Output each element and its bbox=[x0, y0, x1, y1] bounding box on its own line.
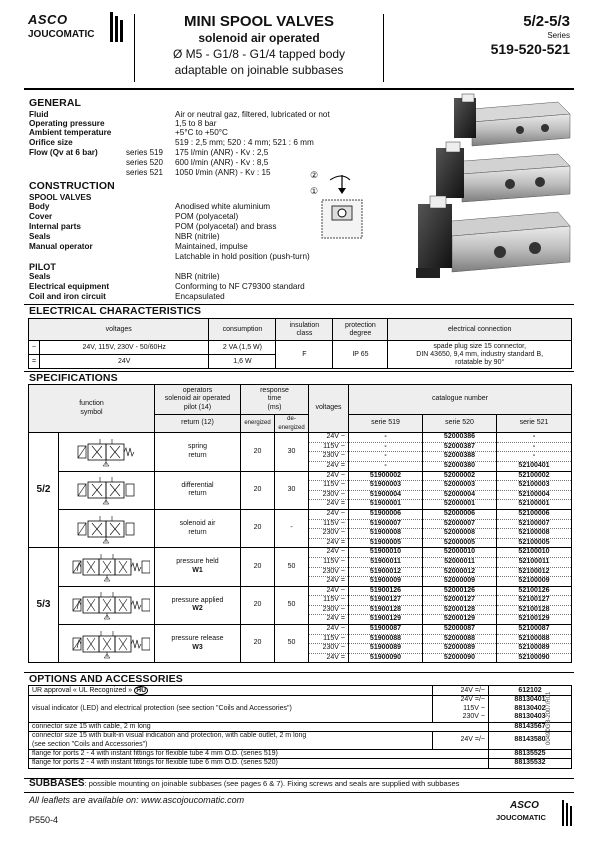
spec-catalogue-code: 52000127 bbox=[423, 596, 497, 606]
spec-catalogue-code: 52100005 bbox=[497, 538, 572, 548]
flow-label: Flow (Qv at 6 bar) bbox=[29, 148, 98, 157]
elec-col-voltages: voltages bbox=[29, 319, 209, 341]
spec-catalogue-code: 52000129 bbox=[423, 615, 497, 625]
specifications-heading: SPECIFICATIONS bbox=[29, 372, 118, 384]
spec-row bbox=[29, 586, 572, 596]
spec-catalogue-code: 51900129 bbox=[349, 615, 423, 625]
spec-row bbox=[29, 471, 572, 481]
product-photo bbox=[380, 92, 575, 302]
spec-catalogue-code: 52100127 bbox=[497, 596, 572, 606]
spec-catalogue-code: 52100006 bbox=[497, 509, 572, 519]
spec-operator: pressure applied W2 bbox=[155, 586, 241, 624]
option-visual-volts: 24V =/~ 115V ~ 230V ~ bbox=[433, 696, 489, 722]
spec-catalogue-code: 52000003 bbox=[423, 481, 497, 491]
construction-label-2: Internal parts bbox=[29, 222, 81, 231]
spec-catalogue-code: 52000009 bbox=[423, 577, 497, 587]
construction-value-4: Maintained, impulse bbox=[175, 242, 248, 251]
spec-catalogue-code: 52000388 bbox=[423, 452, 497, 462]
spec-voltage: 115V ~ bbox=[309, 442, 349, 452]
spec-catalogue-code: 52100128 bbox=[497, 605, 572, 615]
spec-col-energized: energized bbox=[241, 415, 275, 433]
spec-voltage: 230V ~ bbox=[309, 605, 349, 615]
footer-brand-logo bbox=[496, 800, 576, 830]
elec-dc-symbol: = bbox=[29, 355, 40, 369]
pilot-label-2: Coil and iron circuit bbox=[29, 292, 106, 301]
spec-catalogue-code: 51900088 bbox=[349, 634, 423, 644]
options-table bbox=[28, 685, 572, 769]
spec-voltage: 24V ~ bbox=[309, 548, 349, 558]
footer-brand-asco: ASCO bbox=[510, 800, 539, 811]
spec-symbol-icon bbox=[59, 548, 155, 586]
general-value-2: +5°C to +50°C bbox=[175, 128, 228, 137]
brand-joucomatic: JOUCOMATIC bbox=[28, 29, 95, 40]
option-ul-volt: 24V =/~ bbox=[433, 686, 489, 696]
page-subtitle: solenoid air operated bbox=[198, 31, 320, 45]
spec-catalogue-code: 51900128 bbox=[349, 605, 423, 615]
spec-catalogue-code: 52000012 bbox=[423, 567, 497, 577]
flow-series-0: series 519 bbox=[126, 148, 163, 157]
general-label-0: Fluid bbox=[29, 110, 49, 119]
spec-catalogue-code: 52100001 bbox=[497, 500, 572, 510]
general-value-0: Air or neutral gaz, filtered, lubricated or not bbox=[175, 110, 330, 119]
flow-series-1: series 520 bbox=[126, 158, 163, 167]
elec-col-insulation: insulation class bbox=[276, 319, 333, 341]
spec-catalogue-code: 51900126 bbox=[349, 586, 423, 596]
spec-deenergized: 30 bbox=[275, 471, 309, 509]
elec-dc-consumption: 1,6 W bbox=[209, 355, 276, 369]
spec-catalogue-code: 52000004 bbox=[423, 490, 497, 500]
spec-col-response: response time (ms) bbox=[241, 385, 309, 415]
spec-catalogue-code: - bbox=[349, 461, 423, 471]
spec-row bbox=[29, 548, 572, 558]
spec-energized: 20 bbox=[241, 548, 275, 586]
spec-catalogue-code: 52000126 bbox=[423, 586, 497, 596]
construction-heading: CONSTRUCTION bbox=[29, 180, 115, 192]
spec-catalogue-code: 51900009 bbox=[349, 577, 423, 587]
spec-voltage: 230V ~ bbox=[309, 490, 349, 500]
elec-col-consumption: consumption bbox=[209, 319, 276, 341]
general-value-3: 519 : 2,5 mm; 520 : 4 mm; 521 : 6 mm bbox=[175, 138, 314, 147]
spec-catalogue-code: 52100004 bbox=[497, 490, 572, 500]
spec-operator: pressure release W3 bbox=[155, 625, 241, 663]
spec-deenergized: 50 bbox=[275, 548, 309, 586]
option-ul-code: 612102 bbox=[489, 686, 572, 696]
spec-voltage: 230V ~ bbox=[309, 644, 349, 654]
spec-catalogue-code: 52000011 bbox=[423, 557, 497, 567]
spec-voltage: 24V ~ bbox=[309, 586, 349, 596]
elec-protection: IP 65 bbox=[333, 341, 388, 369]
spec-catalogue-code: - bbox=[349, 433, 423, 443]
spec-energized: 20 bbox=[241, 586, 275, 624]
spec-catalogue-code: - bbox=[349, 442, 423, 452]
spec-catalogue-code: 51900012 bbox=[349, 567, 423, 577]
construction-value-3: NBR (nitrile) bbox=[175, 232, 220, 241]
spec-voltage: 24V = bbox=[309, 653, 349, 663]
spec-voltage: 24V = bbox=[309, 577, 349, 587]
leaflets-note: All leaflets are available on: www.ascojoucomatic.com bbox=[29, 795, 245, 805]
spec-symbol-icon bbox=[59, 625, 155, 663]
spec-catalogue-code: 51900087 bbox=[349, 625, 423, 635]
series-label: Series bbox=[547, 31, 570, 40]
construction-value-0: Anodised white aluminium bbox=[175, 202, 271, 211]
option-flange-519-code: 88135525 bbox=[489, 750, 572, 759]
spec-catalogue-code: 52000006 bbox=[423, 509, 497, 519]
option-connector-code: 88143567 bbox=[489, 722, 572, 731]
spec-catalogue-code: 52000387 bbox=[423, 442, 497, 452]
pilot-value-0: NBR (nitrile) bbox=[175, 272, 220, 281]
spec-deenergized: - bbox=[275, 509, 309, 547]
spec-symbol-icon bbox=[59, 471, 155, 509]
spec-operator: spring return bbox=[155, 433, 241, 471]
manual-operator-diagram bbox=[300, 170, 380, 250]
flow-value-2: 1050 l/min (ANR) - Kv : 15 bbox=[175, 168, 271, 177]
option-connector2-code: 88143580 bbox=[489, 732, 572, 750]
spec-voltage: 230V ~ bbox=[309, 452, 349, 462]
spec-voltage: 115V ~ bbox=[309, 557, 349, 567]
spec-row bbox=[29, 509, 572, 519]
page-title: MINI SPOOL VALVES bbox=[183, 13, 335, 30]
flow-value-0: 175 l/min (ANR) - Kv : 2,5 bbox=[175, 148, 269, 157]
step-2-label: ② bbox=[310, 170, 319, 180]
elec-insulation: F bbox=[276, 341, 333, 369]
spec-catalogue-code: 51900003 bbox=[349, 481, 423, 491]
options-heading: OPTIONS AND ACCESSORIES bbox=[29, 673, 183, 685]
brand-asco: ASCO bbox=[28, 12, 68, 27]
footer-brand-joucomatic: JOUCOMATIC bbox=[496, 813, 546, 822]
spec-catalogue-code: 51900005 bbox=[349, 538, 423, 548]
option-visual: visual indicator (LED) and electrical protection (see section "Coils and Accessories") bbox=[29, 696, 433, 722]
subbases-note bbox=[29, 778, 459, 790]
electrical-table bbox=[28, 318, 572, 369]
header-line3: Ø M5 - G1/8 - G1/4 tapped body bbox=[172, 47, 346, 61]
spec-catalogue-code: 51900011 bbox=[349, 557, 423, 567]
spec-catalogue-code: 52000007 bbox=[423, 519, 497, 529]
spec-voltage: 24V ~ bbox=[309, 509, 349, 519]
spec-catalogue-code: 52000380 bbox=[423, 461, 497, 471]
pilot-label-1: Electrical equipment bbox=[29, 282, 110, 291]
spec-catalogue-code: 51900010 bbox=[349, 548, 423, 558]
spec-col-catalogue: catalogue number bbox=[349, 385, 572, 415]
spec-col-return: return (12) bbox=[155, 415, 241, 433]
flow-series-2: series 521 bbox=[126, 168, 163, 177]
spec-catalogue-code: 52000005 bbox=[423, 538, 497, 548]
subbases-label: SUBBASES bbox=[29, 778, 85, 789]
spec-catalogue-code: 52000089 bbox=[423, 644, 497, 654]
spec-energized: 20 bbox=[241, 509, 275, 547]
pilot-label-0: Seals bbox=[29, 272, 51, 281]
elec-ac-consumption: 2 VA (1,5 W) bbox=[209, 341, 276, 355]
spec-catalogue-code: - bbox=[497, 433, 572, 443]
spec-catalogue-code: 51900004 bbox=[349, 490, 423, 500]
spec-col-521: serie 521 bbox=[497, 415, 572, 433]
spec-catalogue-code: 52000386 bbox=[423, 433, 497, 443]
spec-col-520: serie 520 bbox=[423, 415, 497, 433]
spec-catalogue-code: 52100011 bbox=[497, 557, 572, 567]
spec-energized: 20 bbox=[241, 471, 275, 509]
subbases-text: : possible mounting on joinable subbases (see pages 6 & 7). Fixing screws and seals are supplied with subbases bbox=[84, 779, 460, 788]
construction-value-2: POM (polyacetal) and brass bbox=[175, 222, 277, 231]
valve-ways: 5/2-5/3 bbox=[523, 13, 570, 30]
construction-label-4: Manual operator bbox=[29, 242, 93, 251]
spec-voltage: 230V ~ bbox=[309, 567, 349, 577]
spec-catalogue-code: 52000088 bbox=[423, 634, 497, 644]
option-flange-520-code: 88135532 bbox=[489, 759, 572, 768]
spec-col-519: serie 519 bbox=[349, 415, 423, 433]
spec-voltage: 24V ~ bbox=[309, 625, 349, 635]
construction-label-3: Seals bbox=[29, 232, 51, 241]
footer-bars-icon bbox=[562, 800, 574, 831]
spec-catalogue-code: 51900007 bbox=[349, 519, 423, 529]
manual-line2: Latchable in hold position (push-turn) bbox=[175, 252, 310, 261]
brand-bars-icon bbox=[110, 12, 124, 42]
spec-col-operators: operators solenoid air operated pilot (14) bbox=[155, 385, 241, 415]
spool-valves-heading: SPOOL VALVES bbox=[29, 193, 92, 202]
option-visual-codes: 88130401 88130402 88130403 bbox=[489, 696, 572, 722]
spec-catalogue-code: 51900002 bbox=[349, 471, 423, 481]
elec-col-protection: protection degree bbox=[333, 319, 388, 341]
general-label-2: Ambient temperature bbox=[29, 128, 112, 137]
option-connector: connector size 15 with cable, 2 m long bbox=[29, 722, 489, 731]
spec-deenergized: 50 bbox=[275, 625, 309, 663]
pilot-heading: PILOT bbox=[29, 262, 56, 272]
pilot-value-2: Encapsulated bbox=[175, 292, 225, 301]
spec-deenergized: 50 bbox=[275, 586, 309, 624]
spec-catalogue-code: 52100002 bbox=[497, 471, 572, 481]
spec-function-5-3: 5/3 bbox=[29, 548, 59, 663]
spec-catalogue-code: 52100090 bbox=[497, 653, 572, 663]
step-1-label: ① bbox=[310, 186, 319, 196]
ul-logo-icon: ЯU bbox=[136, 687, 147, 694]
spec-catalogue-code: 52100012 bbox=[497, 567, 572, 577]
spec-deenergized: 30 bbox=[275, 433, 309, 471]
spec-catalogue-code: - bbox=[497, 442, 572, 452]
spec-catalogue-code: 51900006 bbox=[349, 509, 423, 519]
elec-ac-symbol: ~ bbox=[29, 341, 40, 355]
elec-col-connection: electrical connection bbox=[388, 319, 572, 341]
construction-label-0: Body bbox=[29, 202, 50, 211]
spec-voltage: 24V ~ bbox=[309, 433, 349, 443]
page-number: P550-4 bbox=[29, 815, 59, 825]
spec-catalogue-code: 52100126 bbox=[497, 586, 572, 596]
general-label-3: Orifice size bbox=[29, 138, 73, 147]
spec-catalogue-code: 51900001 bbox=[349, 500, 423, 510]
side-document-code: 00490GB-2007/R01 bbox=[546, 691, 552, 745]
spec-catalogue-code: 52100089 bbox=[497, 644, 572, 654]
spec-operator: solenoid air return bbox=[155, 509, 241, 547]
construction-value-1: POM (polyacetal) bbox=[175, 212, 239, 221]
spec-voltage: 230V ~ bbox=[309, 529, 349, 539]
brand-logo bbox=[24, 10, 132, 50]
spec-function-5-2: 5/2 bbox=[29, 433, 59, 548]
spec-energized: 20 bbox=[241, 625, 275, 663]
spec-catalogue-code: 52000002 bbox=[423, 471, 497, 481]
elec-ac-voltages: 24V, 115V, 230V - 50/60Hz bbox=[40, 341, 209, 355]
spec-table-end bbox=[29, 663, 572, 664]
spec-catalogue-code: 52100129 bbox=[497, 615, 572, 625]
spec-row bbox=[29, 625, 572, 635]
spec-voltage: 115V ~ bbox=[309, 519, 349, 529]
spec-catalogue-code: - bbox=[497, 452, 572, 462]
spec-voltage: 24V = bbox=[309, 461, 349, 471]
spec-symbol-icon bbox=[59, 433, 155, 471]
header-line4: adaptable on joinable subbases bbox=[174, 63, 344, 77]
spec-voltage: 115V ~ bbox=[309, 634, 349, 644]
spec-catalogue-code: 52000010 bbox=[423, 548, 497, 558]
elec-connection: spade plug size 15 connector, DIN 43650, 9,4 mm, industry standard B, rotatable by 90° bbox=[388, 341, 572, 369]
spec-voltage: 24V ~ bbox=[309, 471, 349, 481]
spec-catalogue-code: 52000008 bbox=[423, 529, 497, 539]
spec-catalogue-code: 52000090 bbox=[423, 653, 497, 663]
spec-catalogue-code: 52100010 bbox=[497, 548, 572, 558]
spec-catalogue-code: 52100088 bbox=[497, 634, 572, 644]
spec-operator: pressure held W1 bbox=[155, 548, 241, 586]
spec-col-deenergized: de-energized bbox=[275, 415, 309, 433]
spec-voltage: 115V ~ bbox=[309, 596, 349, 606]
option-ul: UR approval « UL Recognized » ЯU bbox=[29, 686, 433, 696]
elec-dc-voltages: 24V bbox=[40, 355, 209, 369]
spec-catalogue-code: 52100003 bbox=[497, 481, 572, 491]
general-label-1: Operating pressure bbox=[29, 119, 105, 128]
option-flange-519: flange for ports 2 - 4 with instant fittings for flexible tube 4 mm O.D. (series 519) bbox=[29, 750, 489, 759]
specifications-table bbox=[28, 384, 572, 663]
spec-catalogue-code: 51900090 bbox=[349, 653, 423, 663]
spec-catalogue-code: 51900127 bbox=[349, 596, 423, 606]
spec-catalogue-code: 52000087 bbox=[423, 625, 497, 635]
spec-voltage: 24V = bbox=[309, 538, 349, 548]
spec-col-voltages: voltages bbox=[309, 385, 349, 433]
electrical-heading: ELECTRICAL CHARACTERISTICS bbox=[29, 305, 202, 317]
spec-voltage: 24V = bbox=[309, 500, 349, 510]
spec-catalogue-code: 52100087 bbox=[497, 625, 572, 635]
spec-catalogue-code: 52100009 bbox=[497, 577, 572, 587]
spec-row bbox=[29, 433, 572, 443]
spec-voltage: 24V = bbox=[309, 615, 349, 625]
spec-catalogue-code: 52100008 bbox=[497, 529, 572, 539]
spec-catalogue-code: 51900008 bbox=[349, 529, 423, 539]
construction-label-1: Cover bbox=[29, 212, 53, 221]
spec-col-function: function symbol bbox=[29, 385, 155, 433]
pilot-value-1: Conforming to NF C79300 standard bbox=[175, 282, 305, 291]
spec-catalogue-code: 51900089 bbox=[349, 644, 423, 654]
spec-catalogue-code: 52000001 bbox=[423, 500, 497, 510]
option-connector2: connector size 15 with built-in visual indication and protection, with cable outlet, 2 m long (see section "Coils and Accessories") bbox=[29, 732, 433, 750]
spec-energized: 20 bbox=[241, 433, 275, 471]
option-flange-520: flange for ports 2 - 4 with instant fittings for flexible tube 6 mm O.D. (series 520) bbox=[29, 759, 489, 768]
option-connector2-volt: 24V =/~ bbox=[433, 732, 489, 750]
flow-value-1: 600 l/min (ANR) - Kv : 8,5 bbox=[175, 158, 269, 167]
spec-catalogue-code: 52100401 bbox=[497, 461, 572, 471]
spec-catalogue-code: 52000128 bbox=[423, 605, 497, 615]
spec-symbol-icon bbox=[59, 509, 155, 547]
general-value-1: 1,5 to 8 bar bbox=[175, 119, 217, 128]
spec-symbol-icon bbox=[59, 586, 155, 624]
series-numbers: 519-520-521 bbox=[490, 41, 570, 57]
spec-voltage: 115V ~ bbox=[309, 481, 349, 491]
spec-catalogue-code: 52100007 bbox=[497, 519, 572, 529]
general-heading: GENERAL bbox=[29, 97, 82, 109]
spec-catalogue-code: - bbox=[349, 452, 423, 462]
spec-operator: differential return bbox=[155, 471, 241, 509]
